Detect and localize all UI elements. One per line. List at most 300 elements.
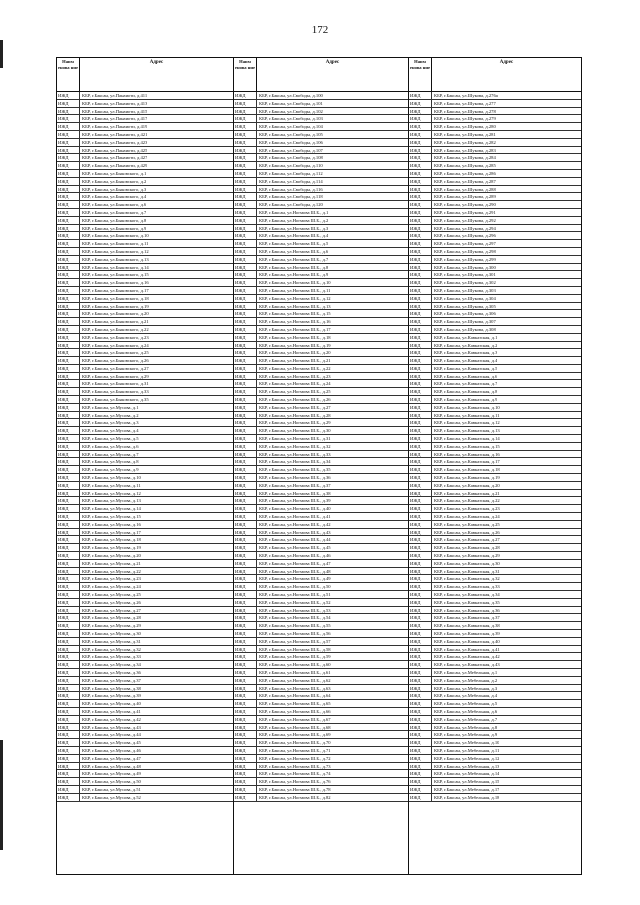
row-kind: ИЖД bbox=[409, 357, 432, 364]
row-kind: ИЖД bbox=[234, 334, 257, 341]
table-row bbox=[57, 342, 233, 350]
row-kind: ИЖД bbox=[57, 466, 80, 473]
row-address: КБР, г.Баксан, ул.Мусова, д.10 bbox=[82, 475, 141, 481]
row-address: КБР, г.Баксан, ул.Кавказская, д.1 bbox=[434, 334, 498, 340]
row-address: КБР, г.Баксан, ул.Ногмова Ш.Б., д.47 bbox=[259, 560, 331, 566]
row-kind: ИЖД bbox=[234, 357, 257, 364]
table-row bbox=[234, 607, 408, 615]
table-row bbox=[57, 295, 233, 303]
table-row bbox=[234, 131, 408, 139]
table-row bbox=[409, 786, 581, 794]
row-kind: ИЖД bbox=[57, 591, 80, 598]
column-header bbox=[409, 58, 581, 92]
row-kind: ИЖД bbox=[234, 240, 257, 247]
table-row bbox=[409, 92, 581, 100]
row-kind: ИЖД bbox=[409, 607, 432, 614]
row-address: КБР, г.Баксан, ул.Ногмова Ш.Б., д.46 bbox=[259, 553, 331, 559]
table-row bbox=[409, 669, 581, 677]
table-row bbox=[409, 357, 581, 365]
row-kind: ИЖД bbox=[409, 279, 432, 286]
row-address: КБР, г.Баксан, ул.Мусова, д.8 bbox=[82, 459, 139, 465]
row-kind: ИЖД bbox=[234, 747, 257, 754]
table-row bbox=[57, 583, 233, 591]
row-kind: ИЖД bbox=[409, 575, 432, 582]
row-address: КБР, г.Баксан, ул.Ногмова Ш.Б., д.58 bbox=[259, 646, 331, 652]
header-kind: Наим енова ние bbox=[57, 58, 80, 91]
row-address: КБР, г.Баксан, ул.Шукова, д.283 bbox=[434, 147, 496, 153]
row-address: КБР, г.Баксан, ул.Быковского, д.18 bbox=[82, 295, 149, 301]
table-row bbox=[409, 497, 581, 505]
row-kind: ИЖД bbox=[234, 451, 257, 458]
row-kind: ИЖД bbox=[409, 193, 432, 200]
row-address: КБР, г.Баксан, ул.Ногмова Ш.Б., д.1 bbox=[259, 209, 329, 215]
row-address: КБР, г.Баксан, ул.Быковского, д.9 bbox=[82, 225, 147, 231]
row-address: КБР, г.Баксан, ул.Мусова, д.7 bbox=[82, 451, 139, 457]
table-row bbox=[57, 209, 233, 217]
table-row bbox=[409, 552, 581, 560]
row-kind: ИЖД bbox=[234, 209, 257, 216]
row-address: КБР, г.Баксан, ул.Ногмова Ш.Б., д.26 bbox=[259, 397, 331, 403]
row-address: КБР, г.Баксан, ул.Мусова, д.40 bbox=[82, 701, 141, 707]
row-address: КБР, г.Баксан, ул.Быковского, д.10 bbox=[82, 233, 149, 239]
row-address: КБР, г.Баксан, ул.Кавказская, д.21 bbox=[434, 490, 500, 496]
row-address: КБР, г.Баксан, ул.Шукова, д.302 bbox=[434, 280, 496, 286]
row-kind: ИЖД bbox=[57, 264, 80, 271]
row-kind: ИЖД bbox=[57, 630, 80, 637]
row-address: КБР, г.Баксан, ул.Свободы, д.118 bbox=[259, 194, 323, 200]
table-row bbox=[234, 529, 408, 537]
table-column-1 bbox=[57, 58, 233, 874]
table-row bbox=[234, 778, 408, 786]
row-kind: ИЖД bbox=[409, 287, 432, 294]
row-kind: ИЖД bbox=[234, 599, 257, 606]
row-address: КБР, г.Баксан, ул.Мебельная, д.15 bbox=[434, 779, 500, 785]
row-kind: ИЖД bbox=[234, 225, 257, 232]
row-kind: ИЖД bbox=[409, 700, 432, 707]
table-row bbox=[57, 451, 233, 459]
table-row bbox=[57, 474, 233, 482]
row-address: КБР, г.Баксан, ул.Кавказская, д.12 bbox=[434, 420, 500, 426]
row-kind: ИЖД bbox=[234, 755, 257, 762]
row-kind: ИЖД bbox=[409, 661, 432, 668]
row-address: КБР, г.Баксан, ул.Шукова, д.296 bbox=[434, 233, 496, 239]
table-row bbox=[409, 240, 581, 248]
table-row bbox=[409, 529, 581, 537]
table-row bbox=[57, 669, 233, 677]
table-row bbox=[409, 310, 581, 318]
table-row bbox=[234, 708, 408, 716]
table-row bbox=[234, 373, 408, 381]
row-kind: ИЖД bbox=[409, 466, 432, 473]
row-address: КБР, г.Баксан, ул.Ногмова Ш.Б., д.7 bbox=[259, 256, 329, 262]
row-kind: ИЖД bbox=[57, 786, 80, 793]
table-row bbox=[409, 100, 581, 108]
table-row bbox=[234, 248, 408, 256]
table-row bbox=[57, 412, 233, 420]
table-row bbox=[234, 170, 408, 178]
row-kind: ИЖД bbox=[234, 123, 257, 130]
table-row bbox=[234, 100, 408, 108]
page-number: 172 bbox=[311, 24, 329, 36]
table-row bbox=[234, 256, 408, 264]
row-kind: ИЖД bbox=[57, 692, 80, 699]
table-row bbox=[409, 763, 581, 771]
row-kind: ИЖД bbox=[409, 591, 432, 598]
row-address: КБР, г.Баксан, ул.Мусова, д.38 bbox=[82, 685, 141, 691]
table-row bbox=[409, 131, 581, 139]
table-row bbox=[234, 677, 408, 685]
column-header bbox=[57, 58, 233, 92]
table-row bbox=[234, 653, 408, 661]
row-kind: ИЖД bbox=[57, 131, 80, 138]
table-row bbox=[57, 521, 233, 529]
row-kind: ИЖД bbox=[57, 505, 80, 512]
row-address: КБР, г.Баксан, ул.Мусова, д.48 bbox=[82, 763, 141, 769]
row-kind: ИЖД bbox=[57, 248, 80, 255]
row-kind: ИЖД bbox=[57, 700, 80, 707]
row-address: КБР, г.Баксан, ул.Ногмова Ш.Б., д.57 bbox=[259, 638, 331, 644]
row-address: КБР, г.Баксан, ул.Панаиоти, д.419 bbox=[82, 124, 148, 130]
row-address: КБР, г.Баксан, ул.Мусова, д.22 bbox=[82, 568, 141, 574]
table-row bbox=[57, 591, 233, 599]
table-row bbox=[409, 630, 581, 638]
table-row bbox=[234, 451, 408, 459]
row-address: КБР, г.Баксан, ул.Мусова, д.30 bbox=[82, 630, 141, 636]
row-kind: ИЖД bbox=[409, 201, 432, 208]
table-row bbox=[234, 435, 408, 443]
table-row bbox=[234, 700, 408, 708]
table-row bbox=[57, 139, 233, 147]
row-address: КБР, г.Баксан, ул.Ногмова Ш.Б., д.76 bbox=[259, 779, 331, 785]
row-kind: ИЖД bbox=[234, 342, 257, 349]
row-address: КБР, г.Баксан, ул.Кавказская, д.6 bbox=[434, 373, 498, 379]
table-row bbox=[57, 646, 233, 654]
table-row bbox=[409, 342, 581, 350]
table-row bbox=[234, 490, 408, 498]
table-row bbox=[409, 482, 581, 490]
row-kind: ИЖД bbox=[57, 357, 80, 364]
row-kind: ИЖД bbox=[57, 482, 80, 489]
table-row bbox=[234, 295, 408, 303]
row-address: КБР, г.Баксан, ул.Ногмова Ш.Б., д.18 bbox=[259, 334, 331, 340]
row-kind: ИЖД bbox=[57, 412, 80, 419]
table-row bbox=[409, 178, 581, 186]
table-row bbox=[234, 357, 408, 365]
row-address: КБР, г.Баксан, ул.Кавказская, д.25 bbox=[434, 521, 500, 527]
row-kind: ИЖД bbox=[57, 755, 80, 762]
row-kind: ИЖД bbox=[234, 646, 257, 653]
row-address: КБР, г.Баксан, ул.Быковского, д.35 bbox=[82, 397, 149, 403]
table-row bbox=[234, 661, 408, 669]
row-kind: ИЖД bbox=[234, 529, 257, 536]
row-kind: ИЖД bbox=[409, 685, 432, 692]
table-row bbox=[57, 739, 233, 747]
table-row bbox=[57, 396, 233, 404]
row-address: КБР, г.Баксан, ул.Шукова, д.281 bbox=[434, 131, 496, 137]
table-row bbox=[234, 303, 408, 311]
row-address: КБР, г.Баксан, ул.Быковского, д.27 bbox=[82, 365, 149, 371]
row-address: КБР, г.Баксан, ул.Ногмова Ш.Б., д.66 bbox=[259, 708, 331, 714]
table-row bbox=[57, 100, 233, 108]
row-address: КБР, г.Баксан, ул.Мебельная, д.11 bbox=[434, 747, 500, 753]
row-address: КБР, г.Баксан, ул.Мебельная, д.14 bbox=[434, 771, 500, 777]
row-address: КБР, г.Баксан, ул.Шукова, д.280 bbox=[434, 124, 496, 130]
row-address: КБР, г.Баксан, ул.Ногмова Ш.Б., д.82 bbox=[259, 794, 331, 800]
table-row bbox=[57, 599, 233, 607]
row-kind: ИЖД bbox=[234, 568, 257, 575]
row-kind: ИЖД bbox=[234, 685, 257, 692]
row-kind: ИЖД bbox=[234, 201, 257, 208]
row-address: КБР, г.Баксан, ул.Свободы, д.101 bbox=[259, 100, 323, 106]
table-column-3 bbox=[409, 58, 581, 874]
table-row bbox=[409, 412, 581, 420]
table-row bbox=[234, 669, 408, 677]
row-address: КБР, г.Баксан, ул.Мусова, д.4 bbox=[82, 428, 139, 434]
table-row bbox=[409, 287, 581, 295]
table-row bbox=[409, 716, 581, 724]
row-address: КБР, г.Баксан, ул.Мебельная, д.6 bbox=[434, 708, 498, 714]
table-row bbox=[234, 731, 408, 739]
row-address: КБР, г.Баксан, ул.Кавказская, д.24 bbox=[434, 514, 500, 520]
row-address: КБР, г.Баксан, ул.Ногмова Ш.Б., д.74 bbox=[259, 771, 331, 777]
table-row bbox=[234, 178, 408, 186]
row-address: КБР, г.Баксан, ул.Мусова, д.31 bbox=[82, 638, 141, 644]
row-address: КБР, г.Баксан, ул.Быковского, д.29 bbox=[82, 373, 149, 379]
row-address: КБР, г.Баксан, ул.Ногмова Ш.Б., д.39 bbox=[259, 498, 331, 504]
table-row bbox=[409, 591, 581, 599]
row-kind: ИЖД bbox=[57, 552, 80, 559]
table-row bbox=[409, 794, 581, 802]
row-address: КБР, г.Баксан, ул.Ногмова Ш.Б., д.8 bbox=[259, 264, 329, 270]
row-kind: ИЖД bbox=[234, 349, 257, 356]
table-row bbox=[234, 380, 408, 388]
table-row bbox=[234, 365, 408, 373]
table-row bbox=[409, 724, 581, 732]
row-address: КБР, г.Баксан, ул.Мусова, д.21 bbox=[82, 560, 141, 566]
row-kind: ИЖД bbox=[234, 310, 257, 317]
row-address: КБР, г.Баксан, ул.Мусова, д.51 bbox=[82, 786, 141, 792]
row-address: КБР, г.Баксан, ул.Кавказская, д.29 bbox=[434, 553, 500, 559]
table-row bbox=[234, 123, 408, 131]
row-kind: ИЖД bbox=[57, 685, 80, 692]
row-kind: ИЖД bbox=[409, 170, 432, 177]
row-kind: ИЖД bbox=[409, 560, 432, 567]
table-row bbox=[57, 794, 233, 802]
table-row bbox=[57, 482, 233, 490]
row-address: КБР, г.Баксан, ул.Ногмова Ш.Б., д.70 bbox=[259, 740, 331, 746]
table-row bbox=[409, 646, 581, 654]
row-address: КБР, г.Баксан, ул.Ногмова Ш.Б., д.20 bbox=[259, 350, 331, 356]
row-address: КБР, г.Баксан, ул.Шукова, д.306 bbox=[434, 311, 496, 317]
table-row bbox=[409, 318, 581, 326]
row-kind: ИЖД bbox=[57, 115, 80, 122]
row-kind: ИЖД bbox=[409, 544, 432, 551]
row-kind: ИЖД bbox=[234, 638, 257, 645]
row-address: КБР, г.Баксан, ул.Ногмова Ш.Б., д.5 bbox=[259, 241, 329, 247]
row-kind: ИЖД bbox=[234, 739, 257, 746]
row-kind: ИЖД bbox=[57, 474, 80, 481]
row-address: КБР, г.Баксан, ул.Кавказская, д.18 bbox=[434, 467, 500, 473]
row-kind: ИЖД bbox=[409, 326, 432, 333]
row-kind: ИЖД bbox=[409, 240, 432, 247]
row-address: КБР, г.Баксан, ул.Ногмова Ш.Б., д.15 bbox=[259, 311, 331, 317]
row-address: КБР, г.Баксан, ул.Мебельная, д.17 bbox=[434, 786, 500, 792]
table-row bbox=[57, 677, 233, 685]
row-kind: ИЖД bbox=[57, 747, 80, 754]
row-kind: ИЖД bbox=[409, 653, 432, 660]
table-row bbox=[234, 225, 408, 233]
row-kind: ИЖД bbox=[57, 435, 80, 442]
row-address: КБР, г.Баксан, ул.Кавказская, д.11 bbox=[434, 412, 500, 418]
row-kind: ИЖД bbox=[409, 427, 432, 434]
table-row bbox=[57, 326, 233, 334]
row-kind: ИЖД bbox=[409, 622, 432, 629]
row-address: КБР, г.Баксан, ул.Ногмова Ш.Б., д.59 bbox=[259, 654, 331, 660]
table-row bbox=[234, 568, 408, 576]
address-table bbox=[56, 57, 582, 875]
row-address: КБР, г.Баксан, ул.Свободы, д.114 bbox=[259, 178, 323, 184]
row-address: КБР, г.Баксан, ул.Ногмова Ш.Б., д.60 bbox=[259, 662, 331, 668]
row-kind: ИЖД bbox=[409, 349, 432, 356]
table-row bbox=[57, 303, 233, 311]
row-address: КБР, г.Баксан, ул.Мусова, д.46 bbox=[82, 747, 141, 753]
table-row bbox=[234, 794, 408, 802]
row-address: КБР, г.Баксан, ул.Мусова, д.6 bbox=[82, 443, 139, 449]
row-kind: ИЖД bbox=[57, 794, 80, 801]
table-row bbox=[57, 685, 233, 693]
table-row bbox=[409, 279, 581, 287]
row-kind: ИЖД bbox=[234, 217, 257, 224]
table-row bbox=[234, 186, 408, 194]
row-kind: ИЖД bbox=[234, 731, 257, 738]
row-address: КБР, г.Баксан, ул.Мусова, д.50 bbox=[82, 779, 141, 785]
row-address: КБР, г.Баксан, ул.Шукова, д.289 bbox=[434, 194, 496, 200]
table-row bbox=[234, 638, 408, 646]
row-address: КБР, г.Баксан, ул.Кавказская, д.40 bbox=[434, 638, 500, 644]
row-address: КБР, г.Баксан, ул.Мусова, д.11 bbox=[82, 482, 141, 488]
row-address: КБР, г.Баксан, ул.Быковского, д.3 bbox=[82, 186, 147, 192]
row-kind: ИЖД bbox=[409, 747, 432, 754]
row-address: КБР, г.Баксан, ул.Шукова, д.291 bbox=[434, 209, 496, 215]
table-row bbox=[57, 108, 233, 116]
table-row bbox=[234, 513, 408, 521]
table-row bbox=[234, 108, 408, 116]
table-row bbox=[234, 201, 408, 209]
row-address: КБР, г.Баксан, ул.Ногмова Ш.Б., д.38 bbox=[259, 490, 331, 496]
table-row bbox=[57, 256, 233, 264]
row-kind: ИЖД bbox=[409, 677, 432, 684]
row-address: КБР, г.Баксан, ул.Мебельная, д.4 bbox=[434, 693, 498, 699]
row-address: КБР, г.Баксан, ул.Мебельная, д.7 bbox=[434, 716, 498, 722]
row-kind: ИЖД bbox=[409, 115, 432, 122]
table-row bbox=[57, 162, 233, 170]
row-address: КБР, г.Баксан, ул.Мусова, д.3 bbox=[82, 420, 139, 426]
header-kind: Наим енова ние bbox=[409, 58, 432, 91]
row-kind: ИЖД bbox=[409, 474, 432, 481]
row-address: КБР, г.Баксан, ул.Панаиоти, д.413 bbox=[82, 100, 148, 106]
table-row bbox=[234, 583, 408, 591]
row-kind: ИЖД bbox=[409, 310, 432, 317]
row-address: КБР, г.Баксан, ул.Кавказская, д.2 bbox=[434, 342, 498, 348]
left-margin-mark bbox=[0, 40, 3, 68]
row-kind: ИЖД bbox=[409, 264, 432, 271]
row-address: КБР, г.Баксан, ул.Кавказская, д.28 bbox=[434, 545, 500, 551]
row-address: КБР, г.Баксан, ул.Ногмова Ш.Б., д.69 bbox=[259, 732, 331, 738]
row-kind: ИЖД bbox=[57, 614, 80, 621]
row-kind: ИЖД bbox=[57, 529, 80, 536]
table-row bbox=[409, 334, 581, 342]
table-row bbox=[234, 786, 408, 794]
row-kind: ИЖД bbox=[409, 692, 432, 699]
row-kind: ИЖД bbox=[409, 232, 432, 239]
row-kind: ИЖД bbox=[409, 490, 432, 497]
row-address: КБР, г.Баксан, ул.Мусова, д.33 bbox=[82, 654, 141, 660]
table-row bbox=[234, 147, 408, 155]
row-address: КБР, г.Баксан, ул.Кавказская, д.3 bbox=[434, 350, 498, 356]
table-row bbox=[409, 419, 581, 427]
table-row bbox=[234, 443, 408, 451]
row-address: КБР, г.Баксан, ул.Шукова, д.276а bbox=[434, 93, 498, 98]
row-kind: ИЖД bbox=[57, 646, 80, 653]
table-row bbox=[234, 552, 408, 560]
row-kind: ИЖД bbox=[57, 770, 80, 777]
row-kind: ИЖД bbox=[409, 497, 432, 504]
row-kind: ИЖД bbox=[234, 380, 257, 387]
row-kind: ИЖД bbox=[409, 568, 432, 575]
table-row bbox=[409, 435, 581, 443]
row-kind: ИЖД bbox=[234, 622, 257, 629]
table-row bbox=[234, 521, 408, 529]
row-address: КБР, г.Баксан, ул.Мусова, д.41 bbox=[82, 708, 141, 714]
row-kind: ИЖД bbox=[409, 521, 432, 528]
table-row bbox=[409, 295, 581, 303]
row-kind: ИЖД bbox=[409, 536, 432, 543]
row-address: КБР, г.Баксан, ул.Мебельная, д.12 bbox=[434, 755, 500, 761]
row-address: КБР, г.Баксан, ул.Кавказская, д.10 bbox=[434, 404, 500, 410]
table-row bbox=[234, 92, 408, 100]
table-row bbox=[234, 482, 408, 490]
table-row bbox=[234, 575, 408, 583]
row-address: КБР, г.Баксан, ул.Мебельная, д.18 bbox=[434, 794, 500, 800]
row-kind: ИЖД bbox=[234, 287, 257, 294]
row-kind: ИЖД bbox=[234, 497, 257, 504]
row-kind: ИЖД bbox=[57, 724, 80, 731]
table-row bbox=[409, 614, 581, 622]
row-kind: ИЖД bbox=[234, 482, 257, 489]
table-row bbox=[409, 209, 581, 217]
table-row bbox=[57, 716, 233, 724]
row-address: КБР, г.Баксан, ул.Свободы, д.116 bbox=[259, 186, 323, 192]
row-kind: ИЖД bbox=[57, 404, 80, 411]
row-kind: ИЖД bbox=[57, 380, 80, 387]
row-kind: ИЖД bbox=[409, 271, 432, 278]
row-kind: ИЖД bbox=[409, 380, 432, 387]
table-row bbox=[409, 217, 581, 225]
table-row bbox=[234, 342, 408, 350]
table-row bbox=[234, 770, 408, 778]
row-kind: ИЖД bbox=[57, 256, 80, 263]
row-address: КБР, г.Баксан, ул.Шукова, д.284 bbox=[434, 155, 496, 161]
table-row bbox=[57, 201, 233, 209]
row-address: КБР, г.Баксан, ул.Кавказская, д.22 bbox=[434, 498, 500, 504]
row-address: КБР, г.Баксан, ул.Ногмова Ш.Б., д.78 bbox=[259, 786, 331, 792]
table-row bbox=[57, 427, 233, 435]
row-kind: ИЖД bbox=[409, 599, 432, 606]
table-row bbox=[234, 264, 408, 272]
row-address: КБР, г.Баксан, ул.Кавказская, д.23 bbox=[434, 506, 500, 512]
row-kind: ИЖД bbox=[57, 178, 80, 185]
row-kind: ИЖД bbox=[57, 147, 80, 154]
